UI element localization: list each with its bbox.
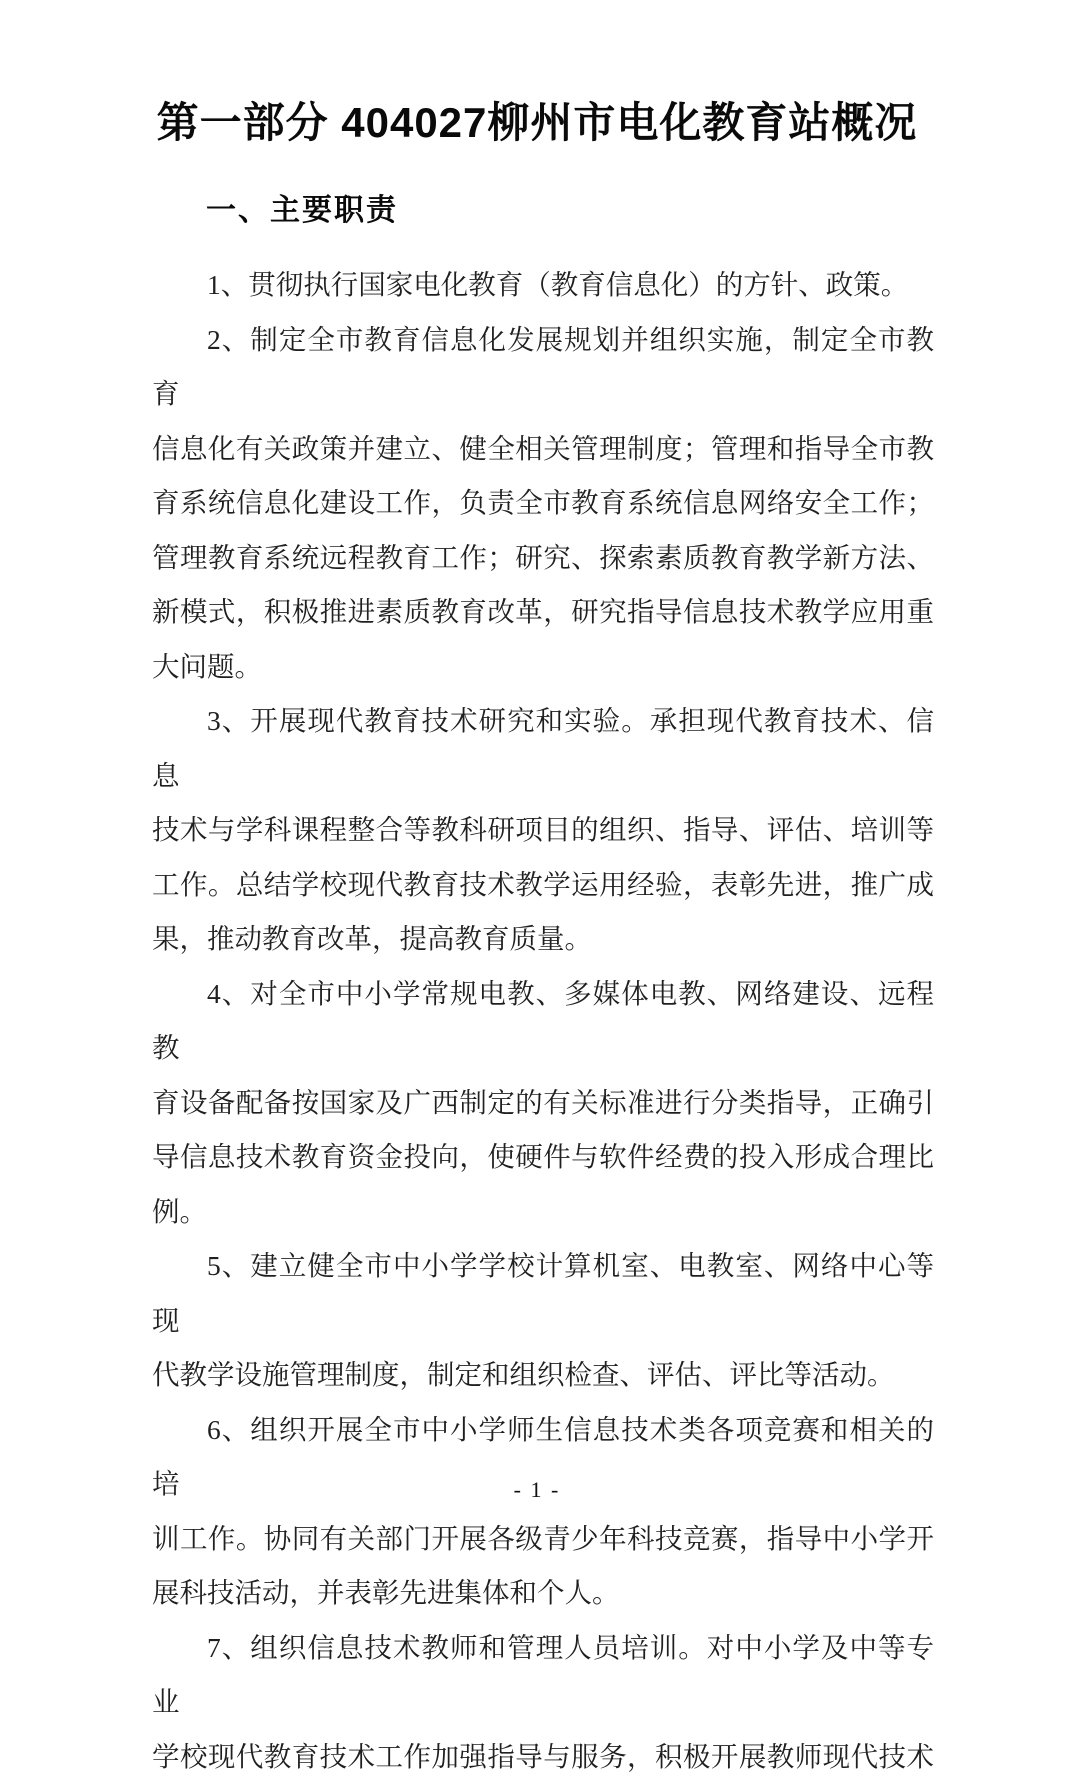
document-title: 第一部分 404027柳州市电化教育站概况: [0, 92, 1074, 154]
paragraph-line: 技术与学科课程整合等教科研项目的组织、指导、评估、培训等: [152, 803, 934, 858]
paragraph-line: 管理教育系统远程教育工作；研究、探索素质教育教学新方法、: [152, 531, 934, 586]
paragraph-6: [152, 1403, 934, 1621]
paragraph-line: 2、制定全市教育信息化发展规划并组织实施，制定全市教育: [152, 313, 934, 422]
page-number: - 1 -: [0, 1476, 1074, 1504]
paragraph-line: 导信息技术教育资金投向，使硬件与软件经费的投入形成合理比: [152, 1130, 934, 1185]
paragraph-line: 新模式，积极推进素质教育改革，研究指导信息技术教学应用重: [152, 585, 934, 640]
paragraph-1: [152, 258, 934, 313]
body-text: [152, 258, 934, 1784]
paragraph-7: [152, 1621, 934, 1784]
paragraph-2: [152, 313, 934, 695]
paragraph-line: 5、建立健全市中小学学校计算机室、电教室、网络中心等现: [152, 1239, 934, 1348]
paragraph-line: 例。: [152, 1185, 934, 1240]
paragraph-line: 1、贯彻执行国家电化教育（教育信息化）的方针、政策。: [152, 258, 934, 313]
paragraph-line: 学校现代教育技术工作加强指导与服务，积极开展教师现代技术: [152, 1730, 934, 1784]
paragraph-3: [152, 694, 934, 967]
paragraph-line: 4、对全市中小学常规电教、多媒体电教、网络建设、远程教: [152, 967, 934, 1076]
paragraph-4: [152, 967, 934, 1240]
paragraph-line: 训工作。协同有关部门开展各级青少年科技竞赛，指导中小学开: [152, 1512, 934, 1567]
paragraph-line: 7、组织信息技术教师和管理人员培训。对中小学及中等专业: [152, 1621, 934, 1730]
paragraph-line: 果，推动教育改革，提高教育质量。: [152, 912, 934, 967]
paragraph-line: 工作。总结学校现代教育技术教学运用经验，表彰先进，推广成: [152, 858, 934, 913]
paragraph-line: 代教学设施管理制度，制定和组织检查、评估、评比等活动。: [152, 1348, 934, 1403]
paragraph-line: 3、开展现代教育技术研究和实验。承担现代教育技术、信息: [152, 694, 934, 803]
paragraph-line: 展科技活动，并表彰先进集体和个人。: [152, 1566, 934, 1621]
section-heading: 一、主要职责: [206, 190, 1074, 232]
paragraph-line: 育系统信息化建设工作，负责全市教育系统信息网络安全工作；: [152, 476, 934, 531]
paragraph-line: 育设备配备按国家及广西制定的有关标准进行分类指导，正确引: [152, 1076, 934, 1131]
paragraph-5: [152, 1239, 934, 1403]
paragraph-line: 大问题。: [152, 640, 934, 695]
paragraph-line: 信息化有关政策并建立、健全相关管理制度；管理和指导全市教: [152, 422, 934, 477]
paragraph-line: 6、组织开展全市中小学师生信息技术类各项竞赛和相关的培: [152, 1403, 934, 1512]
